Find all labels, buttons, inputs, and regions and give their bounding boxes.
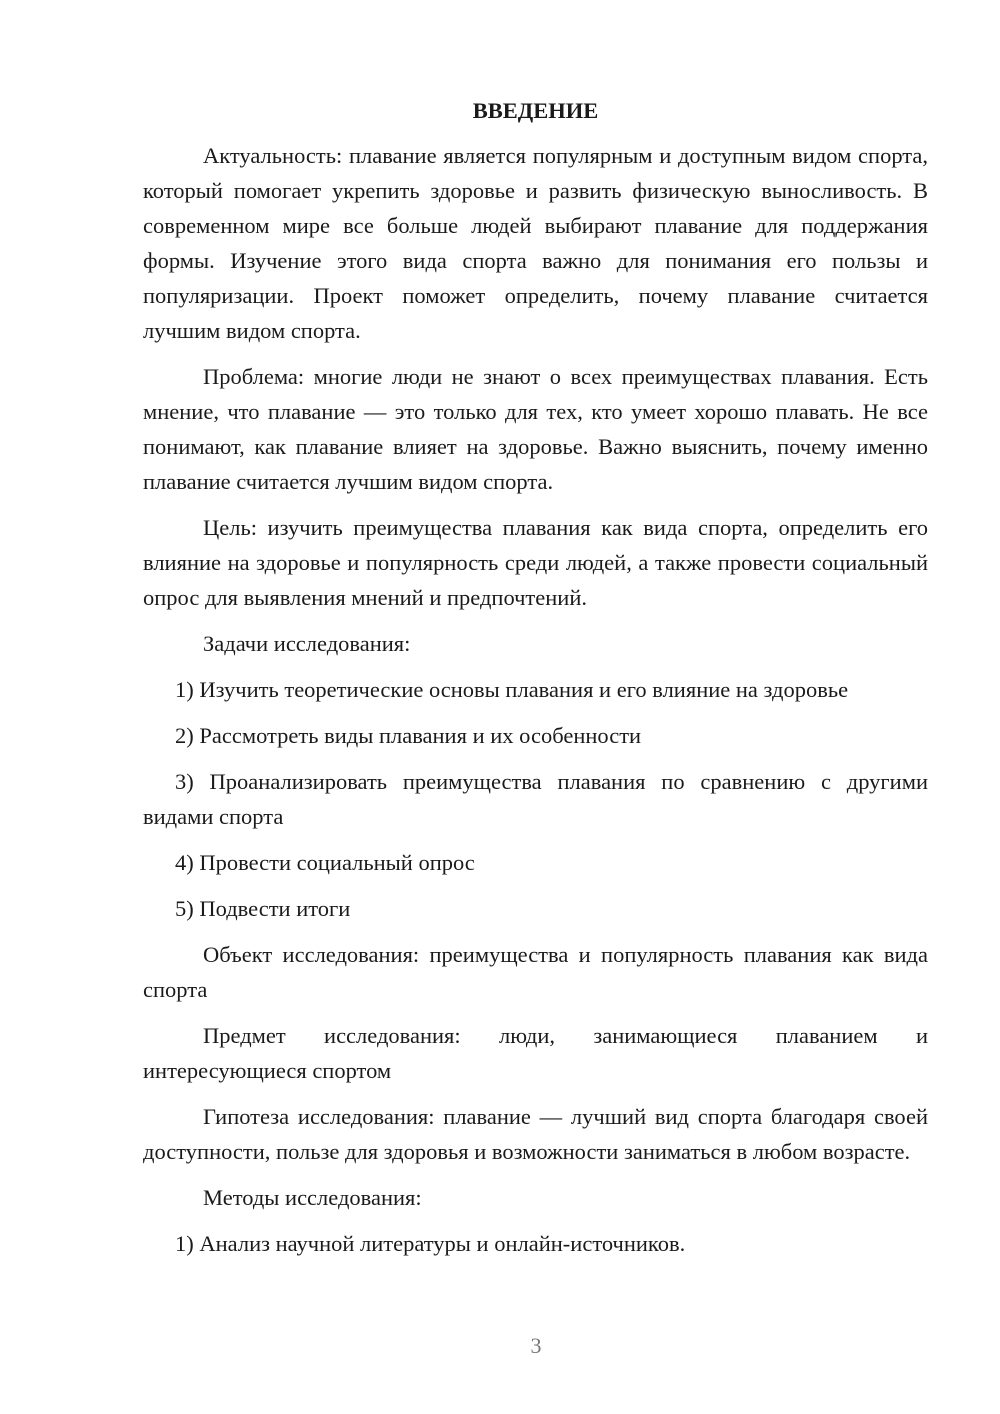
page-content [143,93,928,1272]
subject-paragraph: Предмет исследования: люди, занимающиеся плаванием и интересующиеся спортом [143,1023,928,1083]
page-title: ВВЕДЕНИЕ [472,98,599,123]
object-paragraph: Объект исследования: преимущества и популярность плавания как вида спорта [143,942,928,1002]
task-item: 3) Проанализировать преимущества плавания по сравнению с другими видами спорта [143,769,928,829]
goal-paragraph: Цель: изучить преимущества плавания как вида спорта, определить его влияние на здоровье и популярность среди людей, а также провести социальный опрос для выявления мнений и предпочтений. [143,515,928,610]
page-number: 3 [530,1333,542,1358]
relevance-paragraph: Актуальность: плавание является популярным и доступным видом спорта, который помогает укрепить здоровье и развить физическую выносливость. В современном мире все больше людей выбирают плавание для поддержания формы. Изучение этого вида спорта важно для понимания его пользы и популяризации. Проект поможет определить, почему плавание считается лучшим видом спорта. [143,143,928,343]
task-item: 2) Рассмотреть виды плавания и их особенности [175,723,642,748]
problem-paragraph: Проблема: многие люди не знают о всех преимуществах плавания. Есть мнение, что плавание — это только для тех, кто умеет хорошо плавать. Не все понимают, как плавание влияет на здоровье. Важно выяснить, почему именно плавание считается лучшим видом спорта. [143,364,928,494]
task-item: 5) Подвести итоги [175,896,351,921]
method-item: 1) Анализ научной литературы и онлайн-источников. [175,1231,686,1256]
task-item: 1) Изучить теоретические основы плавания и его влияние на здоровье [175,677,849,702]
tasks-heading: Задачи исследования: [203,631,411,656]
hypothesis-paragraph: Гипотеза исследования: плавание — лучший вид спорта благодаря своей доступности, пользе для здоровья и возможности заниматься в любом возрасте. [143,1104,928,1164]
methods-heading: Методы исследования: [203,1185,422,1210]
task-item: 4) Провести социальный опрос [175,850,475,875]
